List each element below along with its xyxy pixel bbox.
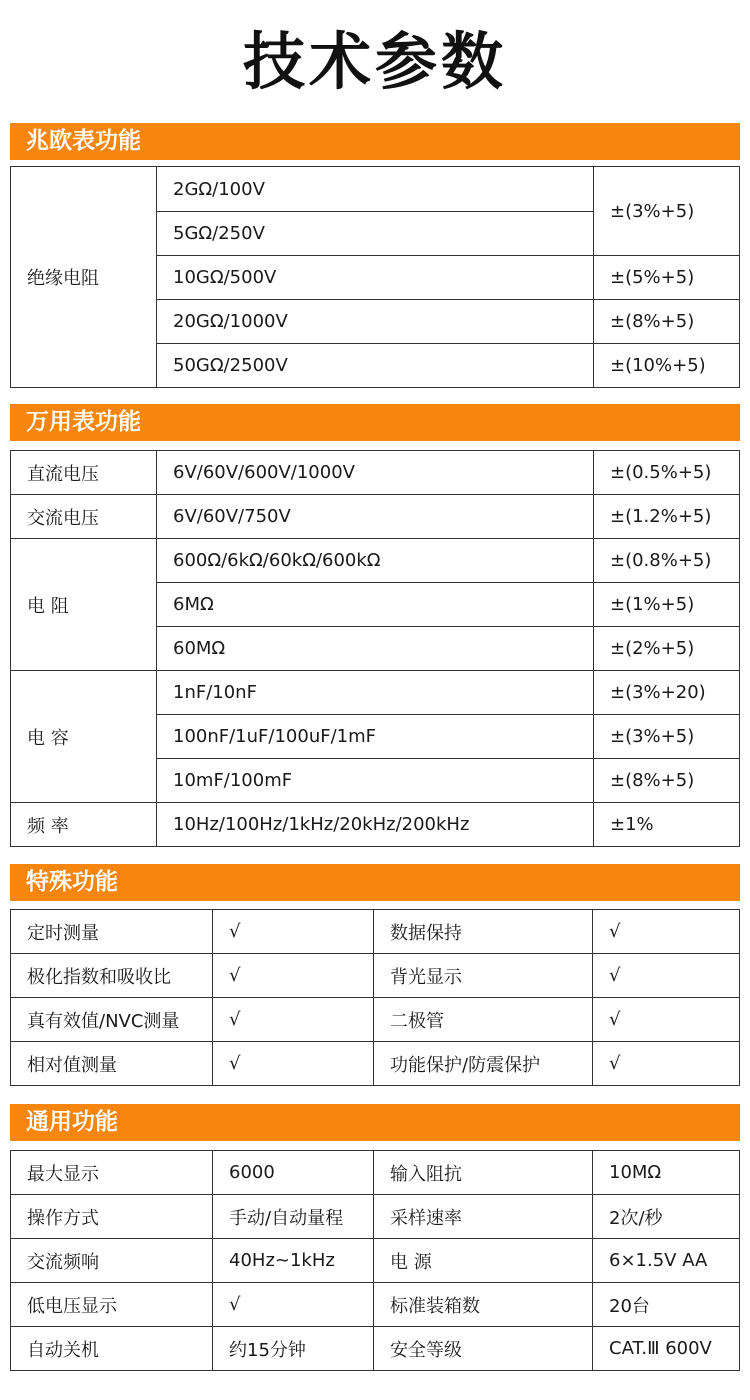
table-row xyxy=(11,803,740,847)
range-cell: 5GΩ/250V xyxy=(157,212,594,256)
spec-value: 6×1.5V AA xyxy=(593,1239,740,1283)
section-header-megohm: 兆欧表功能 xyxy=(10,123,740,160)
table-row xyxy=(11,1195,740,1239)
function-cell: 直流电压 xyxy=(11,451,157,495)
category-cell: 绝缘电阻 xyxy=(11,167,157,388)
table-row xyxy=(11,1283,740,1327)
table-row xyxy=(11,451,740,495)
range-cell: 1nF/10nF xyxy=(157,671,594,715)
range-cell: 6V/60V/600V/1000V xyxy=(157,451,594,495)
range-cell: 6V/60V/750V xyxy=(157,495,594,539)
table-row xyxy=(11,910,740,954)
range-cell: 10Hz/100Hz/1kHz/20kHz/200kHz xyxy=(157,803,594,847)
section-header-multimeter: 万用表功能 xyxy=(10,404,740,441)
spec-label: 低电压显示 xyxy=(11,1283,213,1327)
accuracy-cell: ±(2%+5) xyxy=(594,627,740,671)
spec-label: 标准装箱数 xyxy=(374,1283,593,1327)
feature-check: √ xyxy=(593,998,740,1042)
function-cell: 电 阻 xyxy=(11,539,157,671)
range-cell: 2GΩ/100V xyxy=(157,167,594,212)
spec-label: 输入阻抗 xyxy=(374,1151,593,1195)
section-header-special: 特殊功能 xyxy=(10,864,740,901)
range-cell: 60MΩ xyxy=(157,627,594,671)
feature-check: √ xyxy=(213,910,374,954)
general-table xyxy=(10,1150,740,1371)
accuracy-cell: ±(8%+5) xyxy=(594,759,740,803)
spec-label: 安全等级 xyxy=(374,1327,593,1371)
accuracy-cell: ±(3%+20) xyxy=(594,671,740,715)
spec-value: 40Hz~1kHz xyxy=(213,1239,374,1283)
table-row xyxy=(11,539,740,583)
feature-label: 数据保持 xyxy=(374,910,593,954)
range-cell: 600Ω/6kΩ/60kΩ/600kΩ xyxy=(157,539,594,583)
range-cell: 10GΩ/500V xyxy=(157,256,594,300)
page-title: 技术参数 xyxy=(242,25,507,98)
spec-value: 约15分钟 xyxy=(213,1327,374,1371)
accuracy-cell: ±(1.2%+5) xyxy=(594,495,740,539)
feature-label: 极化指数和吸收比 xyxy=(11,954,213,998)
accuracy-cell: ±(3%+5) xyxy=(594,715,740,759)
feature-label: 相对值测量 xyxy=(11,1042,213,1086)
range-cell: 100nF/1uF/100uF/1mF xyxy=(157,715,594,759)
table-row xyxy=(11,167,740,212)
accuracy-cell: ±1% xyxy=(594,803,740,847)
function-cell: 交流电压 xyxy=(11,495,157,539)
range-cell: 6MΩ xyxy=(157,583,594,627)
accuracy-cell: ±(5%+5) xyxy=(594,256,740,300)
feature-check: √ xyxy=(213,1042,374,1086)
spec-label: 采样速率 xyxy=(374,1195,593,1239)
table-row xyxy=(11,495,740,539)
function-cell: 频 率 xyxy=(11,803,157,847)
accuracy-cell: ±(0.8%+5) xyxy=(594,539,740,583)
spec-label: 自动关机 xyxy=(11,1327,213,1371)
spec-label: 交流频响 xyxy=(11,1239,213,1283)
range-cell: 10mF/100mF xyxy=(157,759,594,803)
table-row xyxy=(11,1327,740,1371)
feature-label: 背光显示 xyxy=(374,954,593,998)
spec-label: 最大显示 xyxy=(11,1151,213,1195)
section-header-general: 通用功能 xyxy=(10,1104,740,1141)
accuracy-cell: ±(3%+5) xyxy=(594,167,740,256)
multimeter-table xyxy=(10,450,740,847)
function-cell: 电 容 xyxy=(11,671,157,803)
accuracy-cell: ±(10%+5) xyxy=(594,344,740,388)
spec-value: 20台 xyxy=(593,1283,740,1327)
spec-value: 2次/秒 xyxy=(593,1195,740,1239)
feature-label: 定时测量 xyxy=(11,910,213,954)
table-row xyxy=(11,1151,740,1195)
spec-label: 电 源 xyxy=(374,1239,593,1283)
accuracy-cell: ±(0.5%+5) xyxy=(594,451,740,495)
spec-value: CAT.Ⅲ 600V xyxy=(593,1327,740,1371)
range-cell: 20GΩ/1000V xyxy=(157,300,594,344)
spec-value: √ xyxy=(213,1283,374,1327)
megohm-table xyxy=(10,166,740,388)
table-row xyxy=(11,1239,740,1283)
table-row xyxy=(11,1042,740,1086)
feature-check: √ xyxy=(593,910,740,954)
spec-value: 10MΩ xyxy=(593,1151,740,1195)
spec-value: 6000 xyxy=(213,1151,374,1195)
feature-check: √ xyxy=(213,954,374,998)
table-row xyxy=(11,998,740,1042)
range-cell: 50GΩ/2500V xyxy=(157,344,594,388)
table-row xyxy=(11,954,740,998)
feature-check: √ xyxy=(593,1042,740,1086)
feature-label: 真有效值/NVC测量 xyxy=(11,998,213,1042)
table-row xyxy=(11,671,740,715)
feature-check: √ xyxy=(213,998,374,1042)
feature-check: √ xyxy=(593,954,740,998)
accuracy-cell: ±(1%+5) xyxy=(594,583,740,627)
spec-value: 手动/自动量程 xyxy=(213,1195,374,1239)
special-table xyxy=(10,909,740,1086)
accuracy-cell: ±(8%+5) xyxy=(594,300,740,344)
spec-label: 操作方式 xyxy=(11,1195,213,1239)
feature-label: 二极管 xyxy=(374,998,593,1042)
feature-label: 功能保护/防震保护 xyxy=(374,1042,593,1086)
